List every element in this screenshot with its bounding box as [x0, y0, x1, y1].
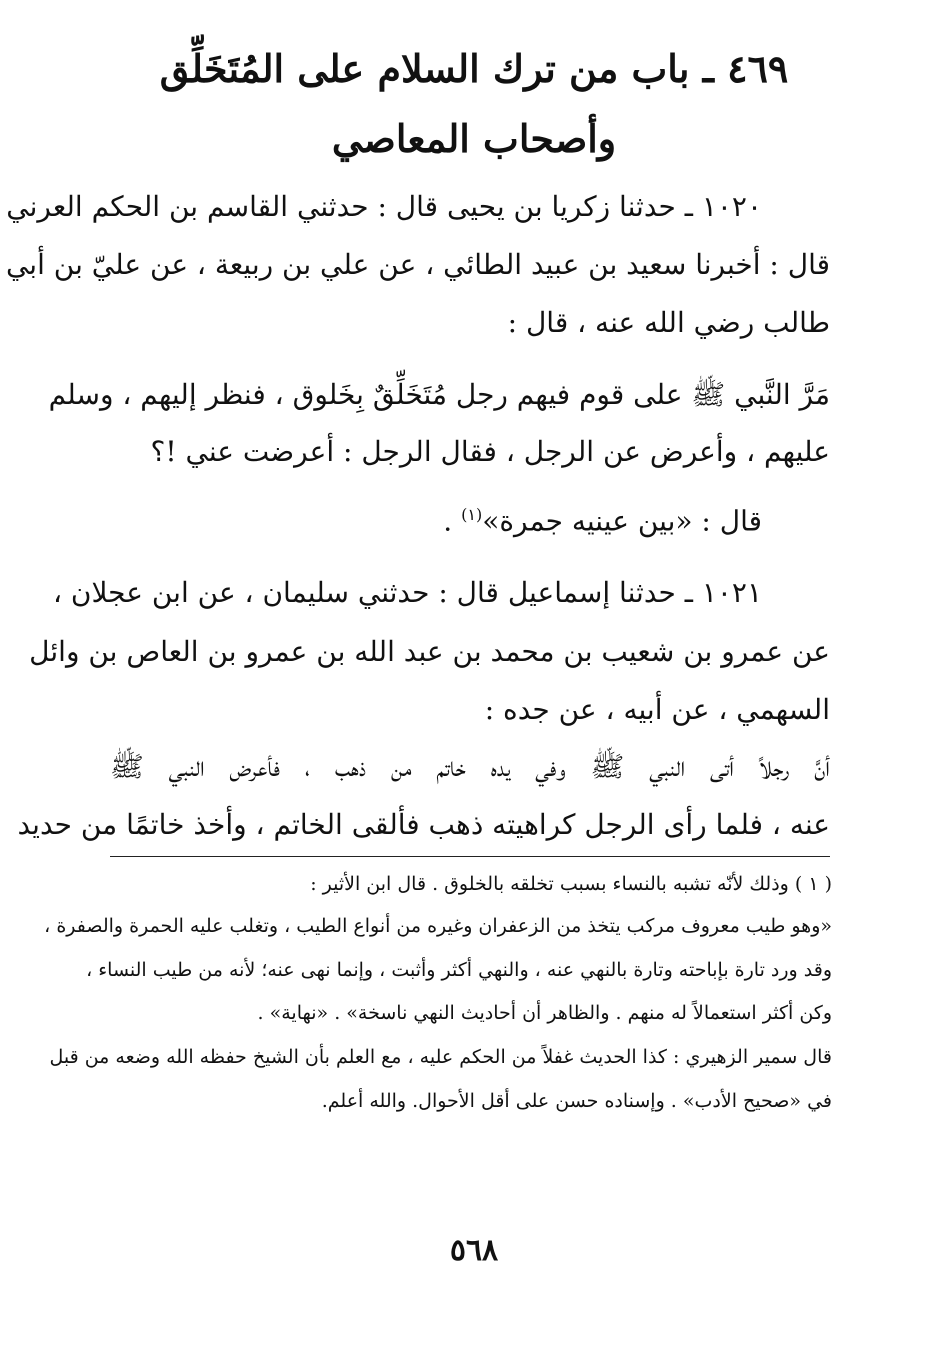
footnote-line-4: وكن أكثر استعمالاً له منهم . والظاهر أن أحاديث النهي ناسخة» . «نهاية» . — [257, 1002, 832, 1024]
chapter-title-line-1: ٤٦٩ ـ باب من ترك السلام على المُتَخَلِّق — [159, 46, 789, 91]
hadith-1021-matn-line-2: عنه ، فلما رأى الرجل كراهيته ذهب فألقى الخاتم ، وأخذ خاتمًا من حديد — [17, 808, 830, 841]
hadith-1020-matn-end: . — [443, 504, 453, 538]
footnote-line-3: وقد ورد تارة بإباحته وتارة بالنهي عنه ، والنهي أكثر وأثبت ، وإنما نهى عنه؛ لأنه من طيب النساء ، — [86, 959, 832, 981]
hadith-1020-isnad-line-1: ١٠٢٠ ـ حدثنا زكريا بن يحيى قال : حدثني القاسم بن الحكم العرني — [6, 190, 762, 223]
hadith-1020-isnad-line-3: طالب رضي الله عنه ، قال : — [507, 306, 830, 339]
hadith-1021-isnad-line-2: عن عمرو بن شعيب بن محمد بن عبد الله بن عمرو بن العاص بن وائل — [29, 635, 830, 668]
hadith-1020-matn-line-3 — [110, 506, 762, 537]
footnote-marker: (١) — [461, 505, 483, 524]
page-number: ٥٦٨ — [449, 1233, 499, 1268]
hadith-1021-isnad-line-3: السهمي ، عن أبيه ، عن جده : — [484, 693, 830, 726]
hadith-1020-matn-line-1: مَرَّ النَّبي ﷺ على قوم فيهم رجل مُتَخَلِّقٌ بِخَلوق ، فنظر إليهم ، وسلم — [48, 378, 830, 411]
footnote-line-1: ( ١ ) وذلك لأنّه تشبه بالنساء بسبب تخلقه بالخلوق . قال ابن الأثير : — [310, 873, 832, 895]
chapter-title-line-2: وأصحاب المعاصي — [331, 116, 617, 161]
footnote-line-2: «وهو طيب معروف مركب يتخذ من الزعفران وغيره من أنواع الطيب ، وتغلب عليه الحمرة والصفرة ، — [44, 915, 832, 937]
footnote-line-6: في «صحيح الأدب» . وإسناده حسن على أقل الأحوال. والله أعلم. — [321, 1090, 832, 1112]
hadith-1020-matn-line-2: عليهم ، وأعرض عن الرجل ، فقال الرجل : أعرضت عني !؟ — [150, 435, 830, 468]
hadith-1021-matn-line-1: أنَّ رجلاً أتى النبي ﷺ وفي يده خاتم من ذهب ، فأعرض النبي ﷺ — [110, 750, 830, 783]
footnote-separator — [110, 856, 830, 857]
hadith-1020-matn-quote: قال : «بين عينيه جمرة» — [482, 504, 762, 538]
footnote-line-5: قال سمير الزهيري : كذا الحديث غفلاً من الحكم عليه ، مع العلم بأن الشيخ حفظه الله وضعه من قبل — [49, 1046, 832, 1068]
hadith-1020-isnad-line-2: قال : أخبرنا سعيد بن عبيد الطائي ، عن علي بن ربيعة ، عن عليّ بن أبي — [5, 248, 830, 281]
hadith-1021-isnad-line-1: ١٠٢١ ـ حدثنا إسماعيل قال : حدثني سليمان ، عن ابن عجلان ، — [52, 576, 762, 609]
